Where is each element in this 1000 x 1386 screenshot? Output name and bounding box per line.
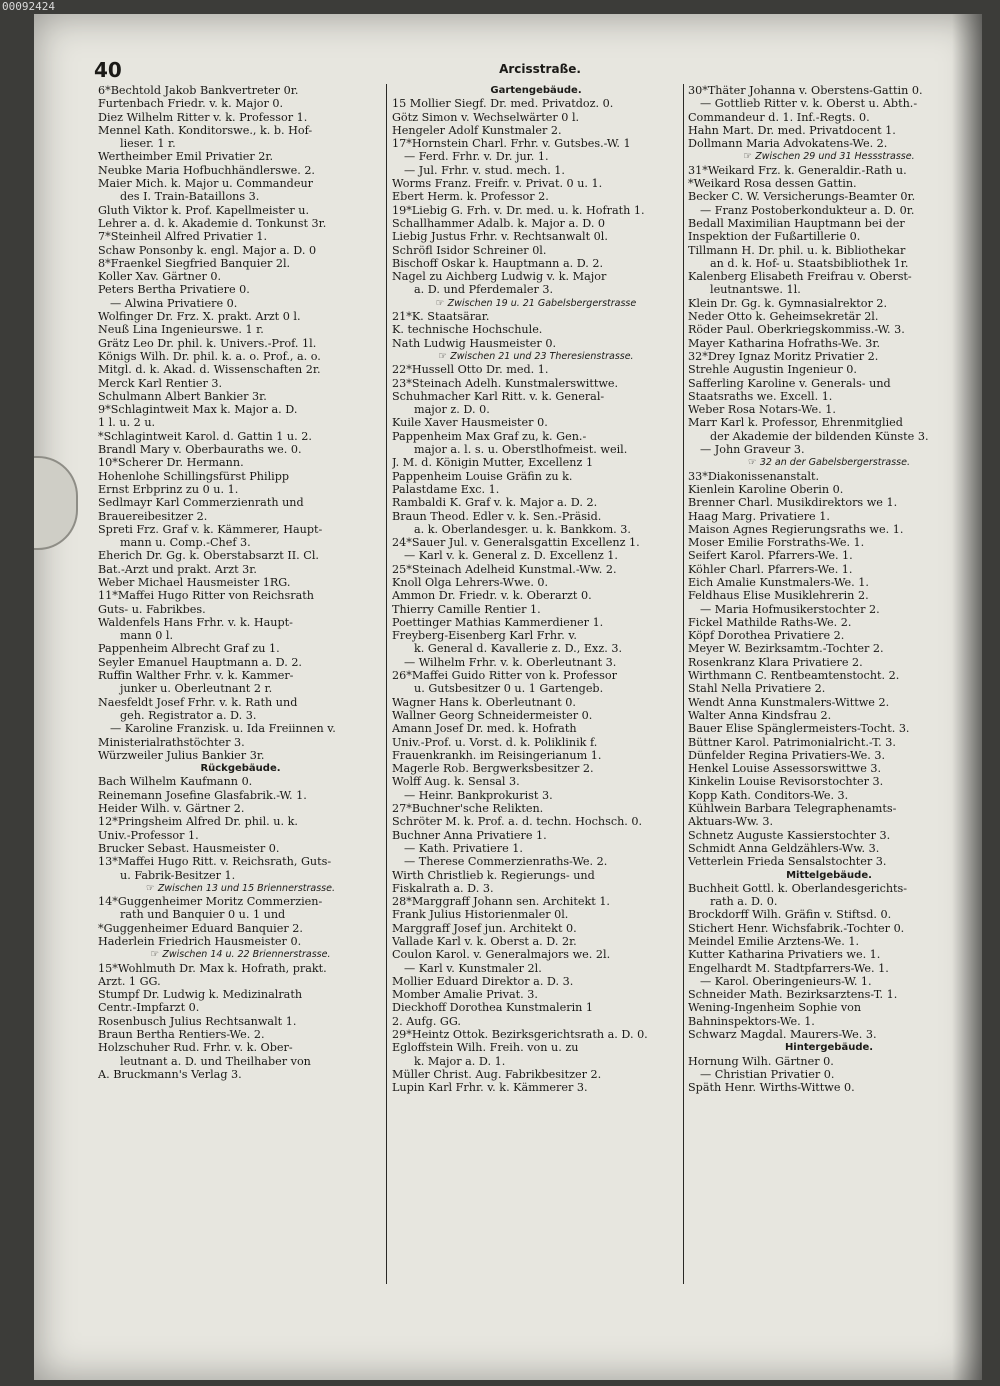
- directory-entry: — John Graveur 3.: [700, 443, 805, 457]
- directory-entry: K. technische Hochschule.: [392, 323, 543, 337]
- directory-entry: — Karl v. k. General z. D. Excellenz 1.: [404, 549, 618, 563]
- directory-entry: Fickel Mathilde Raths-We. 2.: [688, 615, 852, 629]
- directory-entry: Bauer Elise Spänglermeisters-Tocht. 3.: [688, 722, 910, 736]
- directory-entry: Rambaldi K. Graf v. k. Major a. D. 2.: [392, 496, 598, 510]
- directory-entry: Wolfinger Dr. Frz. X. prakt. Arzt 0 l.: [98, 310, 301, 324]
- directory-entry: — Christian Privatier 0.: [700, 1067, 835, 1081]
- directory-entry: Köpf Dorothea Privatiere 2.: [688, 629, 845, 643]
- entry-continuation: der Akademie der bildenden Künste 3.: [710, 429, 929, 443]
- directory-entry: Schröfl Isidor Schreiner 0l.: [392, 243, 547, 257]
- house-number-entry: 1 l. u. 2 u.: [98, 416, 156, 430]
- entry-continuation: u. Gutsbesitzer 0 u. 1 Gartengeb.: [414, 682, 604, 696]
- column-left: [98, 84, 383, 1081]
- directory-entry: Waldenfels Hans Frhr. v. k. Haupt-: [98, 615, 293, 629]
- directory-entry: Worms Franz. Freifr. v. Privat. 0 u. 1.: [392, 177, 603, 191]
- directory-entry: Reinemann Josefine Glasfabrik.-W. 1.: [98, 788, 307, 802]
- directory-entry: Strehle Augustin Ingenieur 0.: [688, 363, 857, 377]
- directory-entry: Becker C. W. Versicherungs-Beamter 0r.: [688, 190, 916, 204]
- house-number-entry: 11*Maffei Hugo Ritter von Reichsrath: [98, 589, 314, 603]
- cross-street-note: ☞ Zwischen 29 und 31 Hessstrasse.: [688, 150, 970, 163]
- directory-entry: Koller Xav. Gärtner 0.: [98, 270, 222, 284]
- directory-entry: Holzschuher Rud. Frhr. v. k. Ober-: [98, 1041, 293, 1055]
- directory-entry: Kienlein Karoline Oberin 0.: [688, 482, 844, 496]
- directory-entry: — Therese Commerzienraths-We. 2.: [404, 855, 608, 869]
- directory-entry: Vetterlein Frieda Sensalstochter 3.: [688, 855, 887, 869]
- directory-entry: Tillmann H. Dr. phil. u. k. Bibliothekar: [688, 243, 906, 257]
- directory-entry: Wagner Hans k. Oberleutnant 0.: [392, 695, 576, 709]
- house-number-entry: 32*Drey Ignaz Moritz Privatier 2.: [688, 349, 879, 363]
- directory-entry: Moser Emilie Forstraths-We. 1.: [688, 536, 865, 550]
- house-number-entry: 26*Maffei Guido Ritter von k. Professor: [392, 669, 617, 683]
- directory-entry: Buchheit Gottl. k. Oberlandesgerichts-: [688, 881, 908, 895]
- directory-entry: — Jul. Frhr. v. stud. mech. 1.: [404, 163, 565, 177]
- directory-entry: Bat.-Arzt und prakt. Arzt 3r.: [98, 562, 257, 576]
- directory-entry: Bedall Maximilian Hauptmann bei der: [688, 216, 905, 230]
- house-number-entry: *Guggenheimer Eduard Banquier 2.: [98, 921, 303, 935]
- directory-entry: Walter Anna Kindsfrau 2.: [688, 708, 832, 722]
- directory-entry: Wening-Ingenheim Sophie von: [688, 1001, 862, 1015]
- directory-entry: Lehrer a. d. k. Akademie d. Tonkunst 3r.: [98, 216, 327, 230]
- directory-entry: Pappenheim Louise Gräfin zu k.: [392, 469, 573, 483]
- directory-entry: Wirthmann C. Rentbeamtenstocht. 2.: [688, 669, 900, 683]
- directory-entry: Marggraff Josef jun. Architekt 0.: [392, 921, 577, 935]
- directory-entry: Seyler Emanuel Hauptmann a. D. 2.: [98, 655, 302, 669]
- directory-entry: Furtenbach Friedr. v. k. Major 0.: [98, 97, 284, 111]
- directory-entry: Vallade Karl v. k. Oberst a. D. 2r.: [392, 935, 577, 948]
- directory-entry: Götz Simon v. Wechselwärter 0 l.: [392, 110, 580, 124]
- directory-entry: Rosenkranz Klara Privatiere 2.: [688, 655, 863, 669]
- directory-entry: Staatsraths we. Excell. 1.: [688, 389, 833, 403]
- house-number-entry: 25*Steinach Adelheid Kunstmal.-Ww. 2.: [392, 562, 617, 576]
- directory-entry: Liebig Justus Frhr. v. Rechtsanwalt 0l.: [392, 230, 608, 244]
- directory-entry: Knoll Olga Lehrers-Wwe. 0.: [392, 575, 549, 589]
- directory-entry: Maison Agnes Regierungsraths we. 1.: [688, 522, 904, 536]
- building-section-heading: Mittelgebäude.: [786, 869, 872, 881]
- directory-entry: Naesfeldt Josef Frhr. v. k. Rath und: [98, 695, 298, 709]
- directory-entry: Sedlmayr Karl Commerzienrath und: [98, 496, 304, 510]
- directory-entry: Guts- u. Fabrikbes.: [98, 602, 206, 616]
- directory-entry: Inspektion der Fußartillerie 0.: [688, 230, 861, 244]
- directory-entry: Amann Josef Dr. med. k. Hofrath: [392, 722, 577, 736]
- directory-entry: Pappenheim Albrecht Graf zu 1.: [98, 642, 280, 656]
- directory-entry: Ebert Herm. k. Professor 2.: [392, 190, 549, 204]
- house-number-entry: 24*Sauer Jul. v. Generalsgattin Excellenz 1.: [392, 536, 640, 550]
- directory-entry: Nath Ludwig Hausmeister 0.: [392, 336, 556, 350]
- directory-entry: Poettinger Mathias Kammerdiener 1.: [392, 615, 604, 629]
- directory-entry: Kuile Xaver Hausmeister 0.: [392, 416, 548, 430]
- entry-continuation: leutnantswe. 1l.: [710, 283, 801, 297]
- directory-entry: Peters Bertha Privatiere 0.: [98, 283, 250, 297]
- entry-continuation: u. Fabrik-Besitzer 1.: [120, 868, 236, 882]
- directory-entry: Freyberg-Eisenberg Karl Frhr. v.: [392, 629, 577, 643]
- directory-entry: Buchner Anna Privatiere 1.: [392, 828, 547, 842]
- house-number-entry: 29*Heintz Ottok. Bezirksgerichtsrath a. D. 0.: [392, 1028, 648, 1042]
- cross-street-note: ☞ Zwischen 19 u. 21 Gabelsbergerstrasse: [392, 297, 680, 310]
- directory-entry: Seifert Karol. Pfarrers-We. 1.: [688, 549, 853, 563]
- directory-entry: Röder Paul. Oberkriegskommiss.-W. 3.: [688, 323, 905, 337]
- directory-entry: Schallhammer Adalb. k. Major a. D. 0: [392, 216, 606, 230]
- directory-entry: Ruffin Walther Frhr. v. k. Kammer-: [98, 669, 294, 683]
- directory-entry: Maier Mich. k. Major u. Commandeur: [98, 177, 314, 191]
- entry-continuation: rath und Banquier 0 u. 1 und: [120, 908, 286, 922]
- entry-continuation: leutnant a. D. und Theilhaber von: [120, 1054, 311, 1068]
- directory-entry: — Ferd. Frhr. v. Dr. jur. 1.: [404, 150, 549, 164]
- column-rule: [683, 84, 684, 1284]
- directory-entry: Wallner Georg Schneidermeister 0.: [392, 708, 593, 722]
- entry-continuation: geh. Registrator a. D. 3.: [120, 708, 257, 722]
- directory-entry: Köhler Charl. Pfarrers-We. 1.: [688, 562, 853, 576]
- directory-entry: J. M. d. Königin Mutter, Excellenz 1: [392, 456, 594, 470]
- directory-entry: Nagel zu Aichberg Ludwig v. k. Major: [392, 270, 607, 284]
- house-number-entry: 30*Thäter Johanna v. Oberstens-Gattin 0.: [688, 84, 923, 97]
- house-number-entry: *Schlagintweit Karol. d. Gattin 1 u. 2.: [98, 429, 312, 443]
- house-number-entry: 8*Fraenkel Siegfried Banquier 2l.: [98, 256, 291, 270]
- directory-entry: Bischoff Oskar k. Hauptmann a. D. 2.: [392, 256, 604, 270]
- directory-entry: Schneider Math. Bezirksarztens-T. 1.: [688, 988, 898, 1002]
- directory-entry: Hornung Wilh. Gärtner 0.: [688, 1054, 834, 1068]
- directory-entry: Magerle Rob. Bergwerksbesitzer 2.: [392, 762, 594, 776]
- house-number-entry: 9*Schlagintweit Max k. Major a. D.: [98, 403, 298, 417]
- directory-entry: Brockdorff Wilh. Gräfin v. Stiftsd. 0.: [688, 908, 892, 922]
- directory-entry: Haag Marg. Privatiere 1.: [688, 509, 830, 523]
- directory-entry: — Gottlieb Ritter v. k. Oberst u. Abth.-: [700, 97, 918, 111]
- entry-continuation: major z. D. 0.: [414, 403, 490, 417]
- directory-entry: Meyer W. Bezirksamtm.-Tochter 2.: [688, 642, 884, 656]
- directory-entry: Frauenkrankh. im Reisingerianum 1.: [392, 748, 602, 762]
- directory-entry: Engelhardt M. Stadtpfarrers-We. 1.: [688, 961, 889, 975]
- cross-street-note: ☞ Zwischen 14 u. 22 Briennerstrasse.: [98, 948, 383, 961]
- directory-entry: Hengeler Adolf Kunstmaler 2.: [392, 123, 562, 137]
- directory-entry: Grätz Leo Dr. phil. k. Univers.-Prof. 1l.: [98, 336, 317, 350]
- entry-continuation: mann 0 l.: [120, 629, 174, 643]
- cross-street-note: ☞ 32 an der Gabelsbergerstrasse.: [688, 456, 970, 469]
- directory-entry: Stichert Henr. Wichsfabrik.-Tochter 0.: [688, 921, 905, 935]
- directory-entry: A. Bruckmann's Verlag 3.: [98, 1067, 242, 1081]
- directory-entry: Ministerialrathstöchter 3.: [98, 735, 245, 749]
- directory-entry: Dieckhoff Dorothea Kunstmalerin 1: [392, 1001, 594, 1015]
- house-number-entry: 7*Steinheil Alfred Privatier 1.: [98, 230, 268, 244]
- directory-entry: Pappenheim Max Graf zu, k. Gen.-: [392, 429, 587, 443]
- entry-continuation: rath a. D. 0.: [710, 895, 778, 909]
- directory-entry: Momber Amalie Privat. 3.: [392, 988, 538, 1002]
- scan-id: 00092424: [2, 0, 55, 13]
- directory-entry: Eich Amalie Kunstmalers-We. 1.: [688, 575, 869, 589]
- directory-entry: Mayer Katharina Hofraths-We. 3r.: [688, 336, 881, 350]
- house-number-entry: 19*Liebig G. Frh. v. Dr. med. u. k. Hofrath 1.: [392, 203, 645, 217]
- house-number-entry: 6*Bechtold Jakob Bankvertreter 0r.: [98, 84, 299, 97]
- directory-entry: — Alwina Privatiere 0.: [110, 296, 238, 310]
- house-number-entry: 15*Wohlmuth Dr. Max k. Hofrath, prakt.: [98, 961, 327, 975]
- directory-entry: Späth Henr. Wirths-Wittwe 0.: [688, 1081, 855, 1095]
- directory-entry: Kalenberg Elisabeth Freifrau v. Oberst-: [688, 270, 912, 284]
- directory-entry: Königs Wilh. Dr. phil. k. a. o. Prof., a. o.: [98, 349, 321, 363]
- directory-entry: Wirth Christlieb k. Regierungs- und: [392, 868, 595, 882]
- directory-entry: Schaw Ponsonby k. engl. Major a. D. 0: [98, 243, 317, 257]
- house-number-entry: 13*Maffei Hugo Ritt. v. Reichsrath, Guts-: [98, 855, 332, 869]
- directory-entry: Coulon Karol. v. Generalmajors we. 2l.: [392, 948, 611, 962]
- cross-street-note: ☞ Zwischen 21 und 23 Theresienstrasse.: [392, 350, 680, 363]
- entry-continuation: des I. Train-Bataillons 3.: [120, 190, 260, 204]
- house-number-entry: 21*K. Staatsärar.: [392, 310, 490, 324]
- directory-entry: Schuhmacher Karl Ritt. v. k. General-: [392, 389, 605, 403]
- directory-entry: Neubke Maria Hofbuchhändlerswe. 2.: [98, 163, 315, 177]
- entry-continuation: an d. k. Hof- u. Staatsbibliothek 1r.: [710, 256, 909, 270]
- directory-entry: Stahl Nella Privatiere 2.: [688, 682, 826, 696]
- directory-entry: Gluth Viktor k. Prof. Kapellmeister u.: [98, 203, 310, 217]
- directory-entry: Neder Otto k. Geheimsekretär 2l.: [688, 310, 879, 324]
- directory-entry: Kopp Kath. Conditors-We. 3.: [688, 788, 849, 802]
- directory-entry: Wolff Aug. k. Sensal 3.: [392, 775, 520, 789]
- directory-entry: Univ.-Prof. u. Vorst. d. k. Poliklinik f.: [392, 735, 598, 749]
- directory-entry: Spreti Frz. Graf v. k. Kämmerer, Haupt-: [98, 522, 323, 536]
- directory-entry: Braun Bertha Rentiers-We. 2.: [98, 1028, 265, 1042]
- directory-entry: Brauereibesitzer 2.: [98, 509, 208, 523]
- house-number-entry: *Weikard Rosa dessen Gattin.: [688, 177, 857, 191]
- entry-continuation: mann u. Comp.-Chef 3.: [120, 536, 251, 550]
- directory-entry: Mennel Kath. Konditorswe., k. b. Hof-: [98, 123, 313, 137]
- page-number: 40: [94, 58, 122, 82]
- house-number-entry: 2. Aufg. GG.: [392, 1014, 461, 1028]
- directory-entry: — Heinr. Bankprokurist 3.: [404, 788, 553, 802]
- directory-entry: Schulmann Albert Bankier 3r.: [98, 389, 267, 403]
- directory-entry: Neuß Lina Ingenieurswe. 1 r.: [98, 323, 264, 337]
- directory-entry: Centr.-Impfarzt 0.: [98, 1001, 200, 1015]
- directory-entry: Kinkelin Louise Revisorstochter 3.: [688, 775, 884, 789]
- building-section-heading: Rückgebäude.: [200, 763, 281, 775]
- directory-entry: Mitgl. d. k. Akad. d. Wissenschaften 2r.: [98, 363, 321, 377]
- directory-entry: Palastdame Exc. 1.: [392, 482, 500, 496]
- house-number-entry: 27*Buchner'sche Relikten.: [392, 802, 544, 816]
- directory-entry: Lupin Karl Frhr. v. k. Kämmerer 3.: [392, 1081, 588, 1095]
- directory-entry: Würzweiler Julius Bankier 3r.: [98, 748, 265, 762]
- directory-entry: Fiskalrath a. D. 3.: [392, 881, 494, 895]
- directory-entry: Kutter Katharina Privatiers we. 1.: [688, 948, 881, 962]
- directory-entry: Dollmann Maria Advokatens-We. 2.: [688, 137, 888, 151]
- directory-entry: Univ.-Professor 1.: [98, 828, 199, 842]
- building-section-heading: Hintergebäude.: [784, 1042, 874, 1054]
- building-section-heading: Gartengebäude.: [490, 85, 582, 96]
- cross-street-note: ☞ Zwischen 13 und 15 Briennerstrasse.: [98, 882, 383, 895]
- house-number-entry: 23*Steinach Adelh. Kunstmalerswittwe.: [392, 376, 619, 390]
- street-title: Arcisstraße.: [499, 62, 581, 76]
- directory-entry: Marr Karl k. Professor, Ehrenmitglied: [688, 416, 903, 430]
- entry-continuation: junker u. Oberleutnant 2 r.: [120, 682, 273, 696]
- directory-entry: Müller Christ. Aug. Fabrikbesitzer 2.: [392, 1067, 602, 1081]
- house-number-entry: 22*Hussell Otto Dr. med. 1.: [392, 363, 549, 377]
- directory-entry: Kühlwein Barbara Telegraphenamts-: [688, 802, 897, 816]
- directory-entry: Aktuars-Ww. 3.: [688, 815, 774, 829]
- directory-entry: Brucker Sebast. Hausmeister 0.: [98, 841, 280, 855]
- directory-entry: Eherich Dr. Gg. k. Oberstabsarzt II. Cl.: [98, 549, 319, 563]
- directory-entry: — Franz Postoberkondukteur a. D. 0r.: [700, 203, 915, 217]
- column-middle: [392, 84, 680, 1095]
- entry-continuation: a. k. Oberlandesger. u. k. Bankkom. 3.: [414, 522, 631, 536]
- directory-entry: Schnetz Auguste Kassierstochter 3.: [688, 828, 891, 842]
- directory-entry: Safferling Karoline v. Generals- und: [688, 376, 891, 390]
- directory-entry: Thierry Camille Rentier 1.: [392, 602, 541, 616]
- column-right: [688, 84, 970, 1095]
- directory-entry: — Karoline Franzisk. u. Ida Freiinnen v.: [110, 722, 336, 736]
- house-number-entry: 33*Diakonissenanstalt.: [688, 469, 820, 483]
- directory-entry: Ammon Dr. Friedr. v. k. Oberarzt 0.: [392, 589, 592, 603]
- directory-entry: Wertheimber Emil Privatier 2r.: [98, 150, 274, 164]
- directory-entry: Mollier Eduard Direktor a. D. 3.: [392, 974, 574, 988]
- directory-entry: — Karol. Oberingenieurs-W. 1.: [700, 974, 872, 988]
- directory-entry: Schwarz Magdal. Maurers-We. 3.: [688, 1028, 877, 1042]
- directory-entry: Brandl Mary v. Oberbauraths we. 0.: [98, 443, 302, 457]
- directory-entry: Feldhaus Elise Musiklehrerin 2.: [688, 589, 869, 603]
- house-number-entry: 17*Hornstein Charl. Frhr. v. Gutsbes.-W. 1: [392, 137, 631, 151]
- directory-entry: Henkel Louise Assessorswittwe 3.: [688, 762, 882, 776]
- house-number-entry: 28*Marggraff Johann sen. Architekt 1.: [392, 895, 610, 909]
- directory-entry: Schmidt Anna Geldzählers-Ww. 3.: [688, 841, 880, 855]
- directory-entry: — Wilhelm Frhr. v. k. Oberleutnant 3.: [404, 655, 617, 669]
- directory-entry: — Karl v. Kunstmaler 2l.: [404, 961, 542, 975]
- directory-entry: Bach Wilhelm Kaufmann 0.: [98, 775, 253, 789]
- directory-entry: Hahn Mart. Dr. med. Privatdocent 1.: [688, 123, 896, 137]
- directory-entry: Brenner Charl. Musikdirektors we 1.: [688, 496, 898, 510]
- directory-entry: Frank Julius Historienmaler 0l.: [392, 908, 569, 922]
- directory-entry: Meindel Emilie Arztens-We. 1.: [688, 935, 860, 948]
- directory-entry: Wendt Anna Kunstmalers-Wittwe 2.: [688, 695, 890, 709]
- directory-entry: Commandeur d. 1. Inf.-Regts. 0.: [688, 110, 870, 124]
- house-number-entry: 12*Pringsheim Alfred Dr. phil. u. k.: [98, 815, 298, 829]
- entry-continuation: a. D. und Pferdemaler 3.: [414, 283, 554, 297]
- directory-entry: Klein Dr. Gg. k. Gymnasialrektor 2.: [688, 296, 888, 310]
- entry-continuation: major a. l. s. u. Oberstlhofmeist. weil.: [414, 443, 628, 457]
- directory-entry: Weber Rosa Notars-We. 1.: [688, 403, 836, 417]
- directory-entry: Schröter M. k. Prof. a. d. techn. Hochsch. 0.: [392, 815, 643, 829]
- entry-continuation: k. General d. Kavallerie z. D., Exz. 3.: [414, 642, 623, 656]
- directory-entry: Weber Michael Hausmeister 1RG.: [98, 575, 291, 589]
- directory-entry: Diez Wilhelm Ritter v. k. Professor 1.: [98, 110, 308, 124]
- entry-continuation: k. Major a. D. 1.: [414, 1054, 506, 1068]
- directory-entry: Bahninspektors-We. 1.: [688, 1014, 815, 1028]
- directory-entry: Heider Wilh. v. Gärtner 2.: [98, 802, 245, 816]
- directory-entry: Arzt. 1 GG.: [98, 974, 161, 988]
- column-rule: [386, 84, 387, 1284]
- directory-entry: Egloffstein Wilh. Freih. von u. zu: [392, 1041, 579, 1055]
- directory-entry: Merck Karl Rentier 3.: [98, 376, 223, 390]
- directory-entry: Stumpf Dr. Ludwig k. Medizinalrath: [98, 988, 303, 1002]
- directory-entry: Hohenlohe Schillingsfürst Philipp: [98, 469, 290, 483]
- house-number-entry: 10*Scherer Dr. Hermann.: [98, 456, 244, 470]
- entry-continuation: lieser. 1 r.: [120, 137, 176, 151]
- directory-entry: Braun Theod. Edler v. k. Sen.-Präsid.: [392, 509, 602, 523]
- directory-entry: Dünfelder Regina Privatiers-We. 3.: [688, 748, 886, 762]
- directory-entry: Büttner Karol. Patrimonialricht.-T. 3.: [688, 735, 896, 749]
- house-number-entry: 15 Mollier Siegf. Dr. med. Privatdoz. 0.: [392, 97, 614, 111]
- directory-entry: Ernst Erbprinz zu 0 u. 1.: [98, 482, 239, 496]
- directory-entry: — Kath. Privatiere 1.: [404, 841, 523, 855]
- directory-entry: — Maria Hofmusikerstochter 2.: [700, 602, 880, 616]
- directory-entry: Haderlein Friedrich Hausmeister 0.: [98, 935, 302, 948]
- directory-entry: Rosenbusch Julius Rechtsanwalt 1.: [98, 1014, 297, 1028]
- house-number-entry: 31*Weikard Frz. k. Generaldir.-Rath u.: [688, 163, 907, 177]
- house-number-entry: 14*Guggenheimer Moritz Commerzien-: [98, 895, 323, 909]
